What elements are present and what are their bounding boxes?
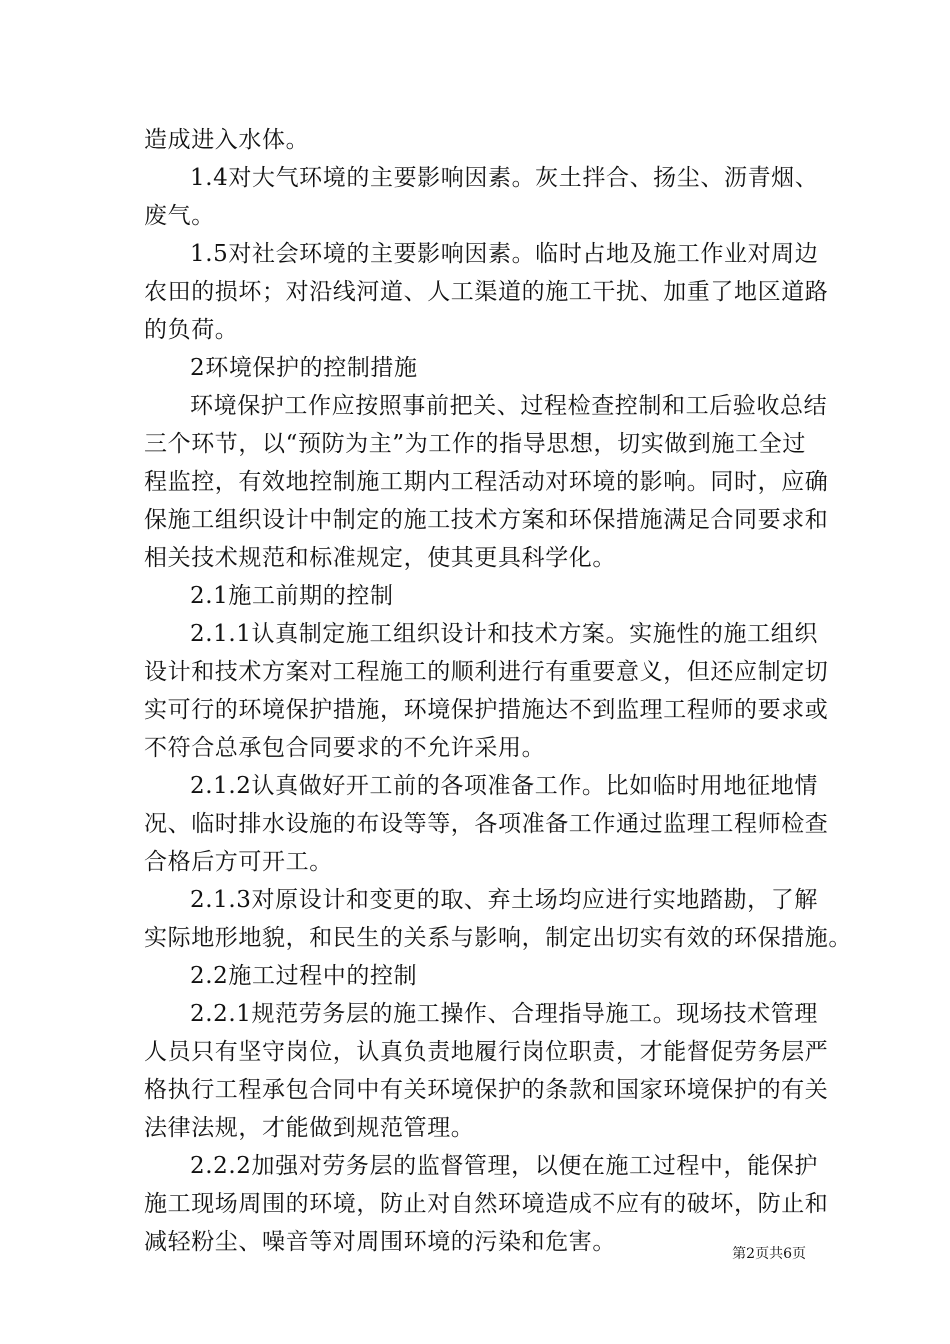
text-line: 三个环节，以“预防为主”为工作的指导思想，切实做到施工全过: [144, 431, 806, 457]
text-line: 法律法规，才能做到规范管理。: [144, 1115, 475, 1141]
text-line: 的负荷。: [144, 317, 239, 343]
text-line: 环境保护工作应按照事前把关、过程检查控制和工后验收总结: [190, 393, 828, 419]
text-line: 不符合总承包合同要求的不允许采用。: [144, 735, 546, 761]
text-line: 废气。: [144, 203, 215, 229]
text-line: 人员只有坚守岗位，认真负责地履行岗位职责，才能督促劳务层严: [144, 1039, 829, 1065]
section-heading: 2.2施工过程中的控制: [190, 963, 418, 989]
page-number: 第2页共6页: [732, 1246, 806, 1262]
text-line: 1.5对社会环境的主要影响因素。临时占地及施工作业对周边: [190, 241, 819, 267]
section-heading: 2.1施工前期的控制: [190, 583, 394, 609]
text-line: 况、临时排水设施的布设等等，各项准备工作通过监理工程师检查: [144, 811, 829, 837]
text-line: 实际地形地貌，和民生的关系与影响，制定出切实有效的环保措施。: [144, 925, 852, 951]
text-line: 农田的损坏；对沿线河道、人工渠道的施工干扰、加重了地区道路: [144, 279, 829, 305]
text-line: 设计和技术方案对工程施工的顺利进行有重要意义，但还应制定切: [144, 659, 829, 685]
text-line: 2.1.2认真做好开工前的各项准备工作。比如临时用地征地情: [190, 773, 818, 799]
text-line: 格执行工程承包合同中有关环境保护的条款和国家环境保护的有关: [144, 1077, 829, 1103]
text-line: 相关技术规范和标准规定，使其更具科学化。: [144, 545, 616, 571]
text-line: 2.2.2加强对劳务层的监督管理，以便在施工过程中，能保护: [190, 1153, 818, 1179]
text-line: 1.4对大气环境的主要影响因素。灰土拌合、扬尘、沥青烟、: [190, 165, 819, 191]
text-line: 保施工组织设计中制定的施工技术方案和环保措施满足合同要求和: [144, 507, 829, 533]
text-line: 合格后方可开工。: [144, 849, 333, 875]
text-line: 施工现场周围的环境，防止对自然环境造成不应有的破坏，防止和: [144, 1191, 829, 1217]
text-line: 减轻粉尘、噪音等对周围环境的污染和危害。: [144, 1229, 616, 1255]
text-line: 2.2.1规范劳务层的施工操作、合理指导施工。现场技术管理: [190, 1001, 818, 1027]
text-line: 造成进入水体。: [144, 127, 310, 153]
text-line: 2.1.3对原设计和变更的取、弃土场均应进行实地踏勘，了解: [190, 887, 818, 913]
section-heading: 2环境保护的控制措施: [190, 355, 418, 381]
text-line: 2.1.1认真制定施工组织设计和技术方案。实施性的施工组织: [190, 621, 818, 647]
text-line: 程监控，有效地控制施工期内工程活动对环境的影响。同时，应确: [144, 469, 829, 495]
text-line: 实可行的环境保护措施，环境保护措施达不到监理工程师的要求或: [144, 697, 829, 723]
